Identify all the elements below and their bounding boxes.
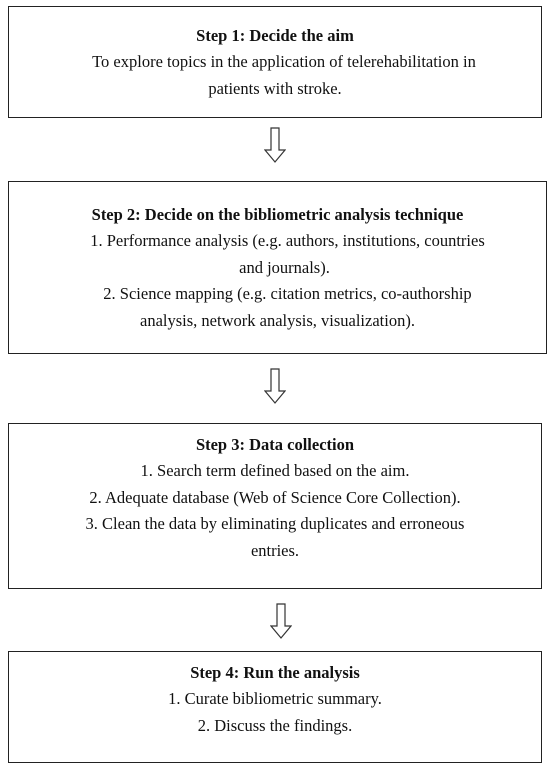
step-2-box	[8, 181, 547, 354]
step-4-box	[8, 651, 542, 763]
step-3-line-3: 3. Clean the data by eliminating duplicates and erroneous	[85, 514, 465, 534]
down-arrow-icon	[264, 368, 286, 404]
step-2-title: Step 2: Decide on the bibliometric analysis technique	[91, 205, 464, 224]
step-4-line-1: 1. Curate bibliometric summary.	[168, 689, 382, 709]
step-2-line-2: and journals).	[239, 257, 330, 277]
step-1-line-1: To explore topics in the application of telerehabilitation in	[92, 52, 476, 72]
down-arrow-icon	[270, 603, 292, 639]
step-4-line-2: 2. Discuss the findings.	[197, 715, 353, 735]
step-2-line-3: 2. Science mapping (e.g. citation metrics, co-authorship	[103, 284, 472, 304]
step-3-box	[8, 423, 542, 589]
step-4-title: Step 4: Run the analysis	[190, 663, 360, 682]
step-1-line-2: patients with stroke.	[208, 78, 342, 98]
step-2-line-4: analysis, network analysis, visualization).	[140, 310, 415, 330]
step-1-title: Step 1: Decide the aim	[196, 26, 354, 45]
step-2-line-1: 1. Performance analysis (e.g. authors, institutions, countries	[90, 231, 485, 251]
down-arrow-icon	[264, 127, 286, 163]
step-3-line-2: 2. Adequate database (Web of Science Core Collection).	[89, 487, 461, 507]
step-3-title: Step 3: Data collection	[195, 435, 355, 454]
step-1-box	[8, 6, 542, 118]
step-3-line-1: 1. Search term defined based on the aim.	[140, 461, 410, 481]
step-3-line-4: entries.	[250, 540, 300, 560]
